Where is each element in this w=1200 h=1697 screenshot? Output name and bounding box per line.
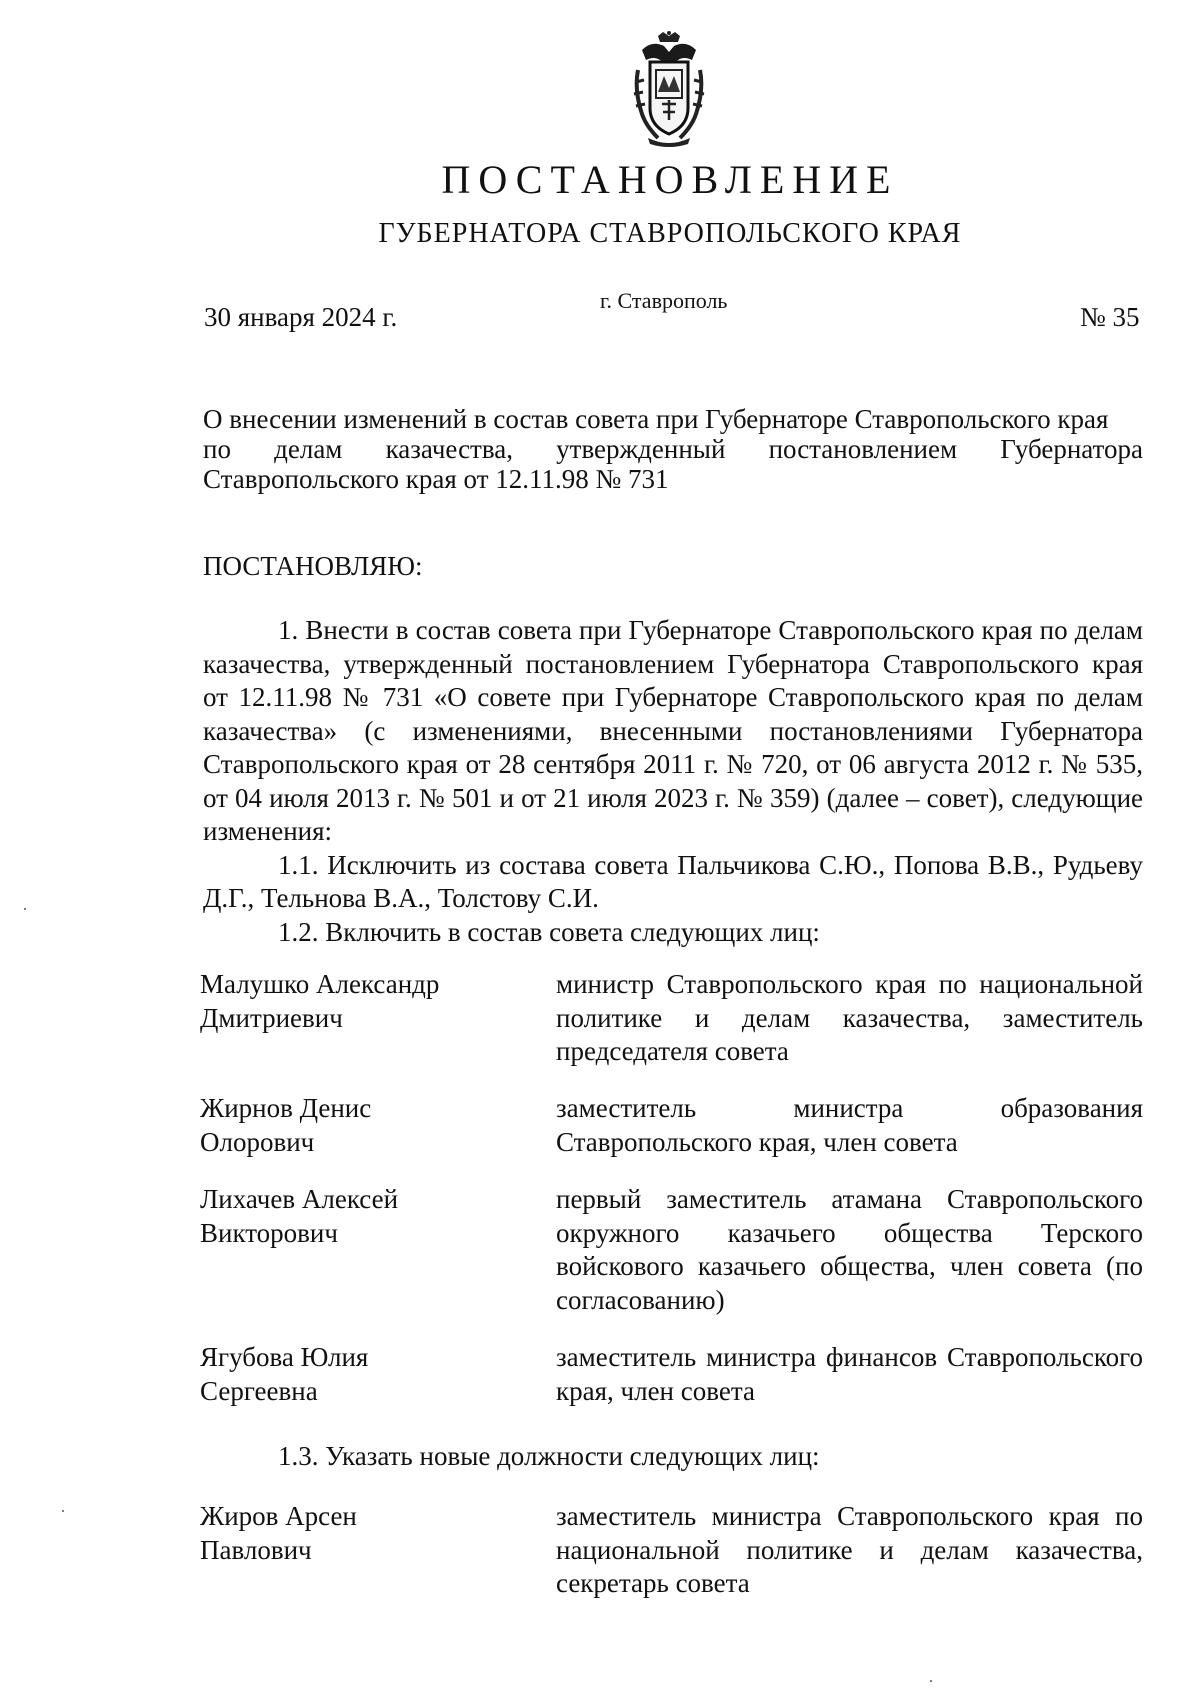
member-name: Ягубова Юлия Сергеевна [200, 1342, 369, 1406]
paragraph-1-3: 1.3. Указать новые должности следующих лиц: [278, 1441, 820, 1471]
scan-speck [24, 908, 26, 910]
heading-line: Ставропольского края от 12.11.98 № 731 [203, 464, 669, 494]
document-issuer: ГУБЕРНАТОРА СТАВРОПОЛЬСКОГО КРАЯ [378, 218, 962, 249]
heading-line: по делам казачества, утвержденный постановлением Губернатора [203, 434, 1143, 464]
member-role: первый заместитель атамана Ставропольского окружного казачьего общества Терского войскового казачьего общества, член совета (по согласованию) [556, 1184, 1143, 1315]
coat-of-arms-icon [628, 30, 710, 150]
decree-word: ПОСТАНОВЛЯЮ: [203, 551, 423, 581]
member-role: заместитель министра образования Ставропольского края, член совета [556, 1093, 1143, 1157]
heading-line: О внесении изменений в состав совета при Губернаторе Ставропольского края [203, 404, 1109, 434]
member-name: Малушко Александр Дмитриевич [200, 969, 440, 1033]
document-body [203, 614, 1143, 949]
document-date: 30 января 2024 г. [204, 302, 398, 332]
member-role: министр Ставропольского края по национальной политике и делам казачества, заместитель председателя совета [556, 969, 1143, 1066]
paragraph-1: 1. Внести в состав совета при Губернаторе Ставропольского края по делам казачества, утвержденный постановлением Губернатора Ставропольского края от 12.11.98 № 731 «О совете при Губернаторе Ставропольского края по делам казачества» (с изменениями, внесенными постановлениями Губернатора Ставропольского края от 28 сентября 2011 г. № 720, от 06 августа 2012 г. № 535, от 04 июля 2013 г. № 501 и от 21 июля 2023 г. № 359) (далее – совет), следующие изменения: [203, 615, 1143, 846]
member-name: Жиров Арсен Павлович [200, 1501, 357, 1565]
document-city: г. Ставрополь [600, 288, 728, 313]
paragraph-1-1: 1.1. Исключить из состава совета Пальчикова С.Ю., Попова В.В., Рудьеву Д.Г., Тельнова В.А., Толстову С.И. [203, 849, 1143, 913]
paragraph-1-2: 1.2. Включить в состав совета следующих лиц: [278, 916, 820, 947]
member-name: Лихачев Алексей Викторович [200, 1184, 399, 1248]
scan-speck [62, 1510, 64, 1512]
document-number: № 35 [1080, 302, 1140, 332]
document-title: ПОСТАНОВЛЕНИЕ [441, 157, 899, 202]
member-name: Жирнов Денис Олорович [200, 1093, 372, 1157]
member-role: заместитель министра Ставропольского края по национальной политике и делам казачества, секретарь совета [556, 1501, 1143, 1598]
document-heading [203, 404, 1143, 494]
member-role: заместитель министра финансов Ставропольского края, член совета [556, 1342, 1143, 1406]
scan-speck [930, 1680, 932, 1682]
